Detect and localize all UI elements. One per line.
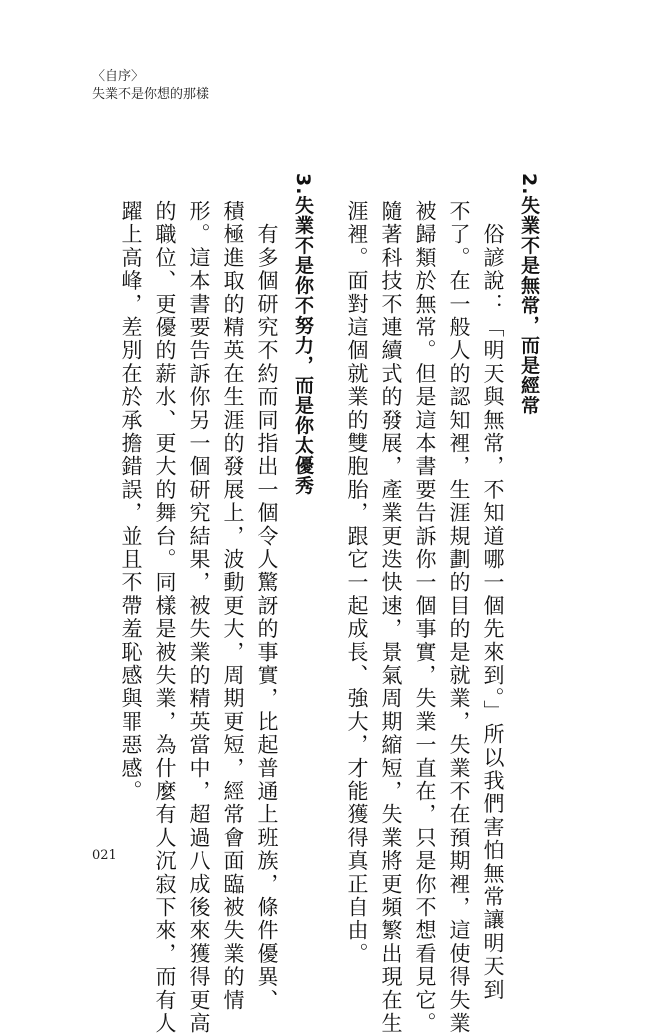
section2-line-1: 俗諺說：「明天與無常，不知道哪一個先來到。」所以我們害怕無常讓明天到 [481,200,505,1002]
section3-line-4: 的職位、更優的薪水、更大的舞台。同樣是被失業，為什麼有人沉寂下來，而有人 [153,200,177,1035]
running-head [92,68,209,104]
section2-heading: 2.失業不是無常，而是經常 [518,173,540,416]
page-number: 021 [92,848,117,863]
running-head-label: 〈自序〉 [92,69,145,84]
section3-heading: 3.失業不是你不努力，而是你太優秀 [292,173,314,496]
section2-line-5: 涯裡。面對這個就業的雙胞胎，跟它一起成長、強大，才能獲得真正自由。 [345,200,369,966]
section3-line-1: 有多個研究不約而同指出一個令人驚訝的事實，比起普通上班族，條件優異、 [255,200,279,1012]
section2-line-2: 不了。在一般人的認知裡，生涯規劃的目的是就業，失業不在預期裡，這使得失業 [447,200,471,1035]
section3-line-3: 形。這本書要告訴你另一個研究結果，被失業的精英當中，超過八成後來獲得更高 [187,200,211,1035]
section3-line-2: 積極進取的精英在生涯的發展上，波動更大，周期更短，經常會面臨被失業的情 [221,200,245,1012]
running-head-title: 失業不是你想的那樣 [92,87,210,102]
section2-line-3: 被歸類於無常。但是這本書要告訴你一個事實，失業一直在，只是你不想看見它。 [413,200,437,1035]
section3-line-5: 躍上高峰，差別在於承擔錯誤，並且不帶羞恥感與罪惡感。 [119,200,143,804]
section2-line-4: 隨著科技不連續式的發展，產業更迭快速，景氣周期縮短，失業將更頻繁出現在生 [379,200,403,1035]
